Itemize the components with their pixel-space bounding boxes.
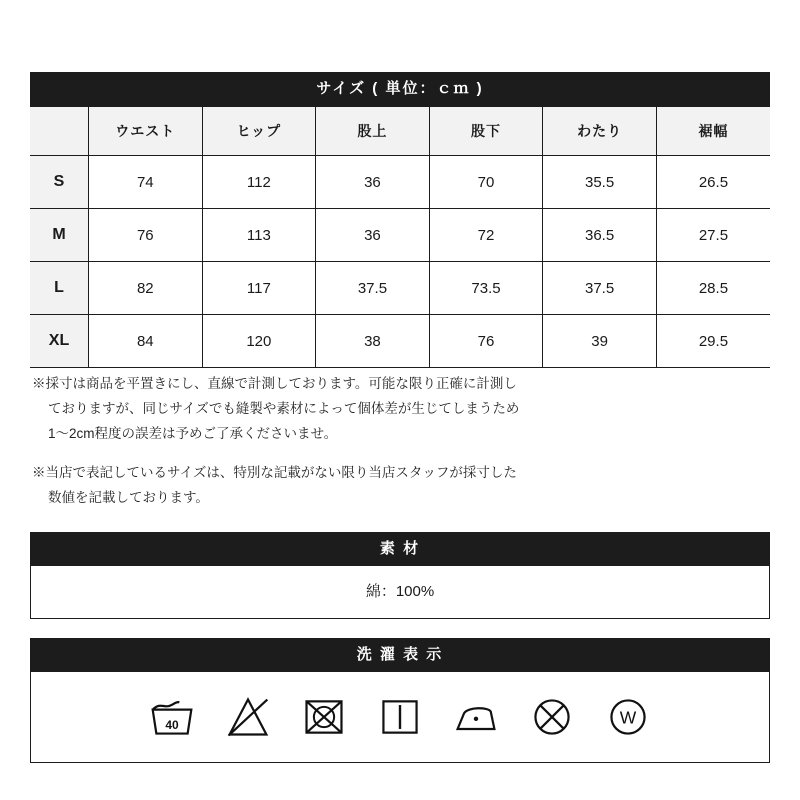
- column-header-rise: 股上: [316, 107, 430, 156]
- cell-s-inseam: 70: [429, 156, 543, 209]
- size-section: [30, 72, 770, 368]
- measurement-notes: [32, 372, 768, 525]
- cell-s-hip: 112: [202, 156, 316, 209]
- cell-l-rise: 37.5: [316, 262, 430, 315]
- no-bleach-icon: [225, 694, 271, 740]
- cell-m-rise: 36: [316, 209, 430, 262]
- row-label-l: L: [30, 262, 89, 315]
- cell-xl-hip: 120: [202, 315, 316, 368]
- note-measurement: [32, 372, 768, 447]
- cell-l-inseam: 73.5: [429, 262, 543, 315]
- cell-xl-rise: 38: [316, 315, 430, 368]
- cell-m-hem: 27.5: [656, 209, 770, 262]
- svg-text:40: 40: [165, 717, 179, 732]
- cell-l-hip: 117: [202, 262, 316, 315]
- cell-m-thigh: 36.5: [543, 209, 657, 262]
- cell-xl-hem: 29.5: [656, 315, 770, 368]
- note-measurement-line1: ※採寸は商品を平置きにし、直線で計測しております。可能な限り正確に計測し: [32, 376, 517, 391]
- column-header-hip: ヒップ: [202, 107, 316, 156]
- cell-m-hip: 113: [202, 209, 316, 262]
- svg-text:W: W: [619, 707, 637, 728]
- washing-section: [30, 638, 770, 763]
- cell-xl-thigh: 39: [543, 315, 657, 368]
- no-dry-clean-icon: [529, 694, 575, 740]
- line-dry-icon: [377, 694, 423, 740]
- table-row: [30, 156, 770, 209]
- row-label-s: S: [30, 156, 89, 209]
- note-staff-line2: 数値を記載しております。: [48, 489, 209, 505]
- note-staff: [32, 461, 768, 511]
- washing-icon-row: [30, 672, 770, 763]
- material-section: [30, 532, 770, 619]
- note-measurement-line2: ておりますが、同じサイズでも縫製や素材によって個体差が生じてしまうため: [48, 400, 520, 416]
- size-table-corner: [30, 107, 89, 156]
- wet-clean-w-icon: [605, 694, 651, 740]
- note-staff-line1: ※当店で表記しているサイズは、特別な記載がない限り当店スタッフが採寸した: [32, 464, 517, 480]
- iron-low-icon: [453, 694, 499, 740]
- row-label-m: M: [30, 209, 89, 262]
- size-table: [30, 106, 770, 368]
- cell-xl-waist: 84: [89, 315, 203, 368]
- size-table-body: [30, 156, 770, 368]
- cell-m-inseam: 72: [429, 209, 543, 262]
- material-value: 綿：100%: [30, 566, 770, 619]
- material-section-title: 素 材: [30, 532, 770, 566]
- column-header-inseam: 股下: [429, 107, 543, 156]
- cell-l-thigh: 37.5: [543, 262, 657, 315]
- cell-s-hem: 26.5: [656, 156, 770, 209]
- cell-s-thigh: 35.5: [543, 156, 657, 209]
- size-table-head: [30, 107, 770, 156]
- column-header-waist: ウエスト: [89, 107, 203, 156]
- table-row: [30, 209, 770, 262]
- cell-m-waist: 76: [89, 209, 203, 262]
- column-header-thigh: わたり: [543, 107, 657, 156]
- cell-s-rise: 36: [316, 156, 430, 209]
- table-row: [30, 315, 770, 368]
- note-measurement-line3: 1～2cm程度の誤差は予めご了承くださいませ。: [48, 425, 338, 441]
- row-label-xl: XL: [30, 315, 89, 368]
- cell-xl-inseam: 76: [429, 315, 543, 368]
- table-row: [30, 262, 770, 315]
- cell-l-waist: 82: [89, 262, 203, 315]
- size-section-title: サイズ ( 単位：ｃｍ ): [30, 72, 770, 106]
- no-tumble-dry-icon: [301, 694, 347, 740]
- cell-l-hem: 28.5: [656, 262, 770, 315]
- washing-section-title: 洗 濯 表 示: [30, 638, 770, 672]
- column-header-hem: 裾幅: [656, 107, 770, 156]
- table-header-row: [30, 107, 770, 156]
- cell-s-waist: 74: [89, 156, 203, 209]
- wash-tub-40-icon: [149, 694, 195, 740]
